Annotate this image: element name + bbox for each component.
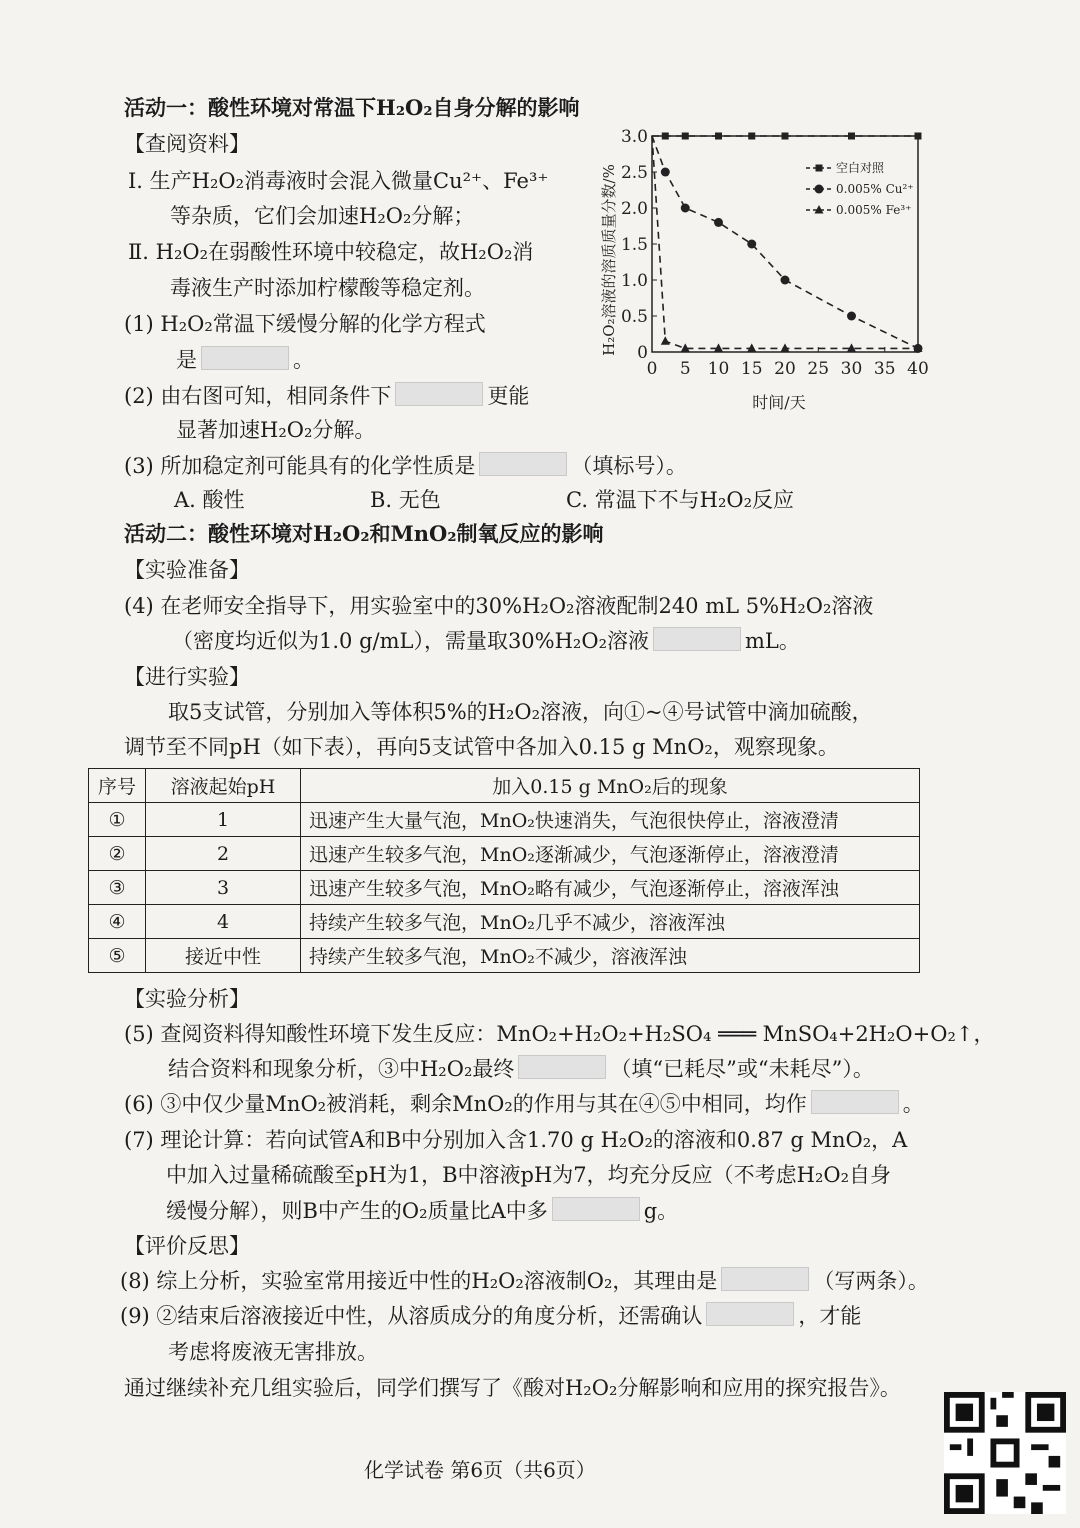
exp-line2: 调节至不同pH（如下表），再向5支试管中各加入0.15 g MnO₂，观察现象。 [124,735,839,759]
decomposition-chart [596,118,936,418]
q1-line1: (1) H₂O₂常温下缓慢分解的化学方程式 [124,312,486,336]
x-tick-label: 20 [774,359,796,379]
legend-label: 0.005% Fe³⁺ [836,203,912,217]
x-tick-label: 40 [907,359,929,379]
q1-answer-blank[interactable] [201,346,289,370]
table-cell: 3 [146,871,301,905]
table-row [89,905,920,939]
q7-line1: (7) 理论计算：若向试管A和B中分别加入含1.70 g H₂O₂的溶液和0.87 g MnO₂，A [124,1128,908,1152]
results-table [88,768,920,973]
q9-line1: (9) ②结束后溶液接近中性，从溶质成分的角度分析，还需确认 ，才能 [120,1304,862,1328]
y-tick-label: 1.0 [620,271,648,291]
legend-label: 空白对照 [836,161,885,175]
y-tick-label: 2.5 [620,163,648,183]
data-point [915,133,922,140]
table-cell: 迅速产生大量气泡，MnO₂快速消失，气泡很快停止，溶液澄清 [301,803,920,837]
qr-code-icon [944,1392,1066,1514]
y-tick-label: 1.5 [620,235,648,255]
q4-answer-blank[interactable] [653,627,741,651]
q2-answer-blank[interactable] [395,382,483,406]
q5-line2: 结合资料和现象分析，③中H₂O₂最终 （填“已耗尽”或“未耗尽”）。 [168,1057,874,1081]
q8-line: (8) 综上分析，实验室常用接近中性的H₂O₂溶液制O₂，其理由是 （写两条）。 [120,1269,929,1293]
table-cell: ⑤ [89,939,146,973]
data-point [715,133,722,140]
data-point [748,133,755,140]
x-tick-label: 10 [707,359,730,379]
x-tick-label: 25 [807,359,830,379]
table-cell: 4 [146,905,301,939]
data-point [662,133,669,140]
table-header: 序号 [89,769,146,803]
q5-answer-blank[interactable] [518,1055,606,1079]
data-point [681,204,690,213]
x-axis-label: 时间/天 [752,393,806,412]
table-header-row [89,769,920,803]
table-cell: ④ [89,905,146,939]
q4-line1: (4) 在老师安全指导下，用实验室中的30%H₂O₂溶液配制240 mL 5%H₂O₂溶液 [124,594,874,618]
data-point [661,168,670,177]
x-tick-label: 30 [840,359,863,379]
q6-line: (6) ③中仅少量MnO₂被消耗，剩余MnO₂的作用与其在④⑤中相同，均作 。 [124,1092,924,1116]
q3-option-b: B. 无色 [370,488,441,512]
table-header: 加入0.15 g MnO₂后的现象 [301,769,920,803]
activity2-title: 活动二：酸性环境对H₂O₂和MnO₂制氧反应的影响 [124,521,604,546]
y-tick-label: 0.5 [620,307,648,327]
y-axis-label: H₂O₂溶液的溶质质量分数/% [600,164,618,356]
reflect-heading: 【评价反思】 [124,1234,250,1258]
table-cell: 1 [146,803,301,837]
table-cell: ② [89,837,146,871]
q3-line: (3) 所加稳定剂可能具有的化学性质是 （填标号）。 [124,454,687,478]
data-point [847,312,856,321]
legend-marker [815,205,824,214]
activity1-title: 活动一：酸性环境对常温下H₂O₂自身分解的影响 [124,95,580,120]
info1-line1: Ⅰ. 生产H₂O₂消毒液时会混入微量Cu²⁺、Fe³⁺ [128,169,549,193]
page-footer: 化学试卷 第6页（共6页） [364,1458,596,1482]
prep-heading: 【实验准备】 [124,558,250,582]
table-row [89,837,920,871]
table-header: 溶液起始pH [146,769,301,803]
q3-answer-blank[interactable] [479,452,567,476]
data-point [782,133,789,140]
y-tick-label: 2.0 [620,199,648,219]
q2-line1: (2) 由右图可知，相同条件下 更能 [124,384,530,408]
exp-heading: 【进行实验】 [124,665,250,689]
legend-marker [815,185,824,194]
info2-line2: 毒液生产时添加柠檬酸等稳定剂。 [170,276,485,300]
y-tick-label: 3.0 [620,127,648,147]
final-line: 通过继续补充几组实验后，同学们撰写了《酸对H₂O₂分解影响和应用的探究报告》。 [124,1376,901,1400]
data-point [781,276,790,285]
legend-label: 0.005% Cu²⁺ [836,182,914,196]
q3-option-a: A. 酸性 [174,488,245,512]
table-cell: 迅速产生较多气泡，MnO₂逐渐减少，气泡逐渐停止，溶液澄清 [301,837,920,871]
q2-line2: 显著加速H₂O₂分解。 [176,418,376,442]
table-row [89,803,920,837]
table-cell: ③ [89,871,146,905]
x-tick-label: 15 [740,359,763,379]
table-cell: 持续产生较多气泡，MnO₂不减少，溶液浑浊 [301,939,920,973]
data-point [682,133,689,140]
q3-option-c: C. 常温下不与H₂O₂反应 [566,488,795,512]
q7-line2: 中加入过量稀硫酸至pH为1，B中溶液pH为7，均充分反应（不考虑H₂O₂自身 [166,1163,892,1187]
data-point [848,133,855,140]
lookup-heading: 【查阅资料】 [124,132,250,156]
table-cell: 持续产生较多气泡，MnO₂几乎不减少，溶液浑浊 [301,905,920,939]
x-tick-label: 5 [679,359,691,379]
table-row [89,871,920,905]
analysis-heading: 【实验分析】 [124,987,250,1011]
data-point [714,218,723,227]
table-cell: 迅速产生较多气泡，MnO₂略有减少，气泡逐渐停止，溶液浑浊 [301,871,920,905]
legend-marker [816,165,823,172]
table-row [89,939,920,973]
exp-line1: 取5支试管，分别加入等体积5%的H₂O₂溶液，向①~④号试管中滴加硫酸， [168,700,873,724]
q4-line2: （密度均近似为1.0 g/mL），需量取30%H₂O₂溶液 mL。 [172,629,800,653]
info1-line2: 等杂质，它们会加速H₂O₂分解； [170,204,475,228]
q9-answer-blank[interactable] [706,1302,794,1326]
info2-line1: Ⅱ. H₂O₂在弱酸性环境中较稳定，故H₂O₂消 [128,240,534,264]
table-cell: 接近中性 [146,939,301,973]
q5-line1: (5) 查阅资料得知酸性环境下发生反应：MnO₂+H₂O₂+H₂SO₄ ═══ MnSO₄+2H₂O+O₂↑， [124,1022,995,1046]
q7-line3: 缓慢分解），则B中产生的O₂质量比A中多 g。 [166,1199,679,1223]
data-point [747,240,756,249]
table-cell: 2 [146,837,301,871]
q8-answer-blank[interactable] [721,1267,809,1291]
q7-answer-blank[interactable] [552,1197,640,1221]
table-cell: ① [89,803,146,837]
x-tick-label: 35 [873,359,896,379]
y-tick-label: 0 [637,343,648,363]
q9-line2: 考虑将废液无害排放。 [168,1340,378,1364]
x-tick-label: 0 [646,359,658,379]
data-point [661,336,670,345]
q6-answer-blank[interactable] [811,1090,899,1114]
q1-line2: 是 。 [176,348,314,372]
